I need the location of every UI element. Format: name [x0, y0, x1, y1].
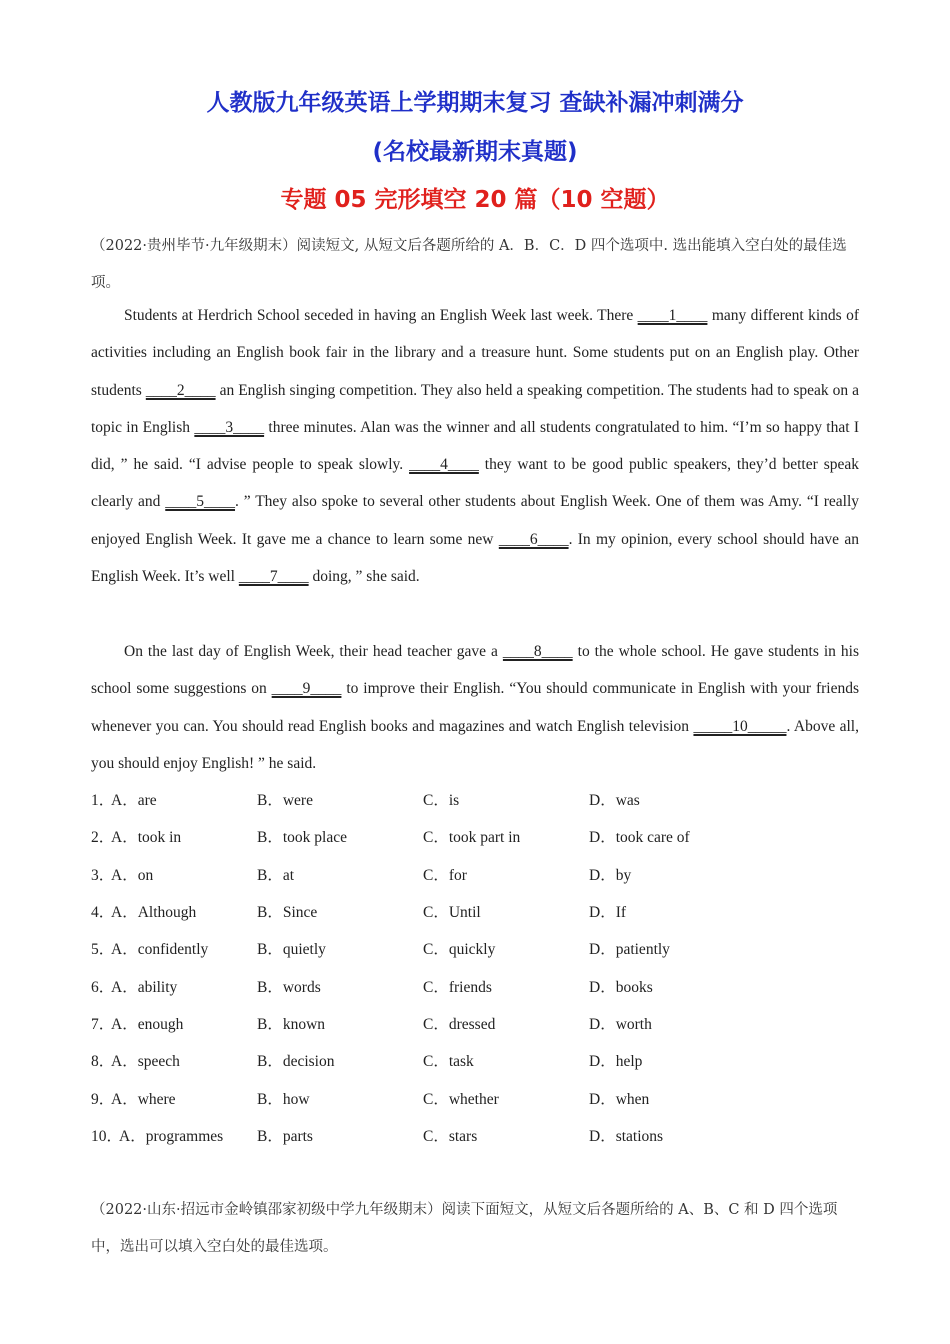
option-a: A．on: [111, 866, 154, 884]
option-a: A．speech: [111, 1053, 180, 1071]
question-row: [91, 1081, 871, 1118]
blank-1: ____1____: [637, 307, 708, 324]
option-b: B．quietly: [257, 941, 326, 959]
question-number: 5．: [91, 941, 115, 959]
blank-6: ____6____: [498, 530, 569, 548]
option-d: D．books: [589, 978, 653, 996]
option-b: B．took place: [257, 829, 347, 847]
option-c: C．quickly: [423, 941, 496, 959]
option-a: A．enough: [111, 1016, 184, 1034]
option-b: B．how: [257, 1090, 310, 1108]
passage-text: they want to be good public speakers, they’d better speak clearly and: [91, 456, 860, 511]
passage-text: many different kinds of activities including an English book fair in the library and a treasure hunt. Some students put on an English play. Other students: [91, 307, 859, 399]
question-row: [91, 857, 871, 894]
passage1-paragraph-2: [91, 633, 859, 782]
blank-3: ____3____: [194, 418, 265, 436]
question-number: 7．: [91, 1016, 115, 1034]
passage-text: three minutes. Alan was the winner and all students congratulated to him. “I’m so happy that I did, ” he said. “I advise people to speak slowly.: [91, 418, 860, 474]
option-b: B．were: [257, 792, 313, 809]
option-d: D．when: [589, 1090, 650, 1108]
blank-7: ____7____: [238, 568, 309, 586]
question-number: 6．: [91, 978, 115, 996]
document-title: 人教版九年级英语上学期期末复习 查缺补漏冲刺满分: [206, 90, 744, 116]
passage-text: doing, ” she said.: [308, 568, 420, 586]
question-number: 3．: [91, 866, 115, 884]
passage1-paragraph-1: [91, 297, 859, 595]
question-number: 8．: [91, 1053, 115, 1071]
option-a: A．confidently: [111, 941, 209, 959]
question-row: [91, 1043, 871, 1080]
question-row: [91, 1006, 871, 1043]
question-number: 4．: [91, 904, 115, 922]
question-row: [91, 894, 871, 931]
option-c: C．friends: [423, 978, 492, 996]
option-d: D．took care of: [589, 829, 690, 847]
option-b: B．Since: [257, 904, 318, 922]
option-a: A．where: [111, 1090, 176, 1108]
passage-text: to improve their English. “You should communicate in English with your friends whenever you can. You should read English books and magazines and watch English television: [91, 680, 859, 735]
blank-10: _____10_____: [693, 717, 787, 735]
option-a: A．took in: [111, 829, 182, 847]
question-options-list: [91, 782, 871, 1155]
option-d: D．was: [589, 792, 640, 809]
question-row: [91, 931, 871, 968]
option-b: B．parts: [257, 1128, 313, 1146]
option-c: C．is: [423, 792, 460, 809]
passage-text: . ” They also spoke to several other students about English Week. One of them was Amy. “I really enjoyed English Week. It gave me a chance to learn some new: [91, 493, 859, 548]
question-number: 9．: [91, 1090, 115, 1108]
blank-5: ____5____: [165, 493, 236, 511]
option-d: D．stations: [589, 1128, 664, 1146]
blank-8: ____8____: [502, 643, 573, 660]
passage2-instructions: （2022·山东·招远市金岭镇邵家初级中学九年级期末）阅读下面短文，从短文后各题所给的 A、B、C 和 D 四个选项中，选出可以填入空白处的最佳选项。: [91, 1202, 838, 1256]
passage-text: . In my opinion, every school should have an English Week. It’s well: [91, 530, 860, 586]
question-row: [91, 1118, 871, 1155]
blank-9: ____9____: [271, 680, 342, 698]
document-subtitle: (名校最新期末真题): [372, 139, 578, 165]
blank-4: ____4____: [409, 456, 479, 474]
passage-text: an English singing competition. They also held a speaking competition. The students had to speak on a topic in English: [91, 381, 859, 436]
option-c: C．task: [423, 1053, 474, 1071]
question-number: 1．: [91, 792, 115, 809]
passage1-instructions: （2022·贵州毕节·九年级期末）阅读短文, 从短文后各题所给的 A．B．C．D 四个选项中. 选出能填入空白处的最佳选项。: [91, 238, 847, 292]
option-a: A．ability: [111, 978, 178, 996]
option-a: A．are: [111, 792, 157, 809]
blank-2: ____2____: [145, 381, 216, 399]
option-b: B．decision: [257, 1053, 335, 1071]
option-d: D．If: [589, 904, 627, 922]
option-d: D．help: [589, 1053, 643, 1071]
option-c: C．took part in: [423, 829, 521, 847]
question-row: [91, 819, 871, 856]
option-b: B．known: [257, 1016, 326, 1034]
option-d: D．worth: [589, 1016, 652, 1034]
question-number: 2．: [91, 829, 115, 847]
question-row: [91, 782, 871, 819]
topic-title: 专题 05 完形填空 20 篇（10 空题）: [280, 187, 670, 213]
option-d: D．by: [589, 866, 632, 884]
passage-text: Students at Herdrich School seceded in having an English Week last week. There: [124, 307, 638, 324]
question-number: 10．: [91, 1128, 123, 1146]
passage-text: On the last day of English Week, their head teacher gave a: [124, 643, 503, 660]
option-c: C．stars: [423, 1128, 478, 1146]
question-row: [91, 969, 871, 1006]
option-a: A．Although: [111, 904, 197, 922]
option-c: C．Until: [423, 904, 481, 922]
option-b: B．words: [257, 978, 321, 996]
option-b: B．at: [257, 866, 295, 884]
passage-text: . Above all, you should enjoy English! ” he said.: [91, 717, 859, 772]
option-a: A．programmes: [119, 1128, 224, 1146]
option-c: C．for: [423, 866, 467, 884]
option-c: C．whether: [423, 1090, 499, 1108]
option-c: C．dressed: [423, 1016, 496, 1034]
passage-text: to the whole school. He gave students in his school some suggestions on: [91, 643, 860, 698]
option-d: D．patiently: [589, 941, 670, 959]
